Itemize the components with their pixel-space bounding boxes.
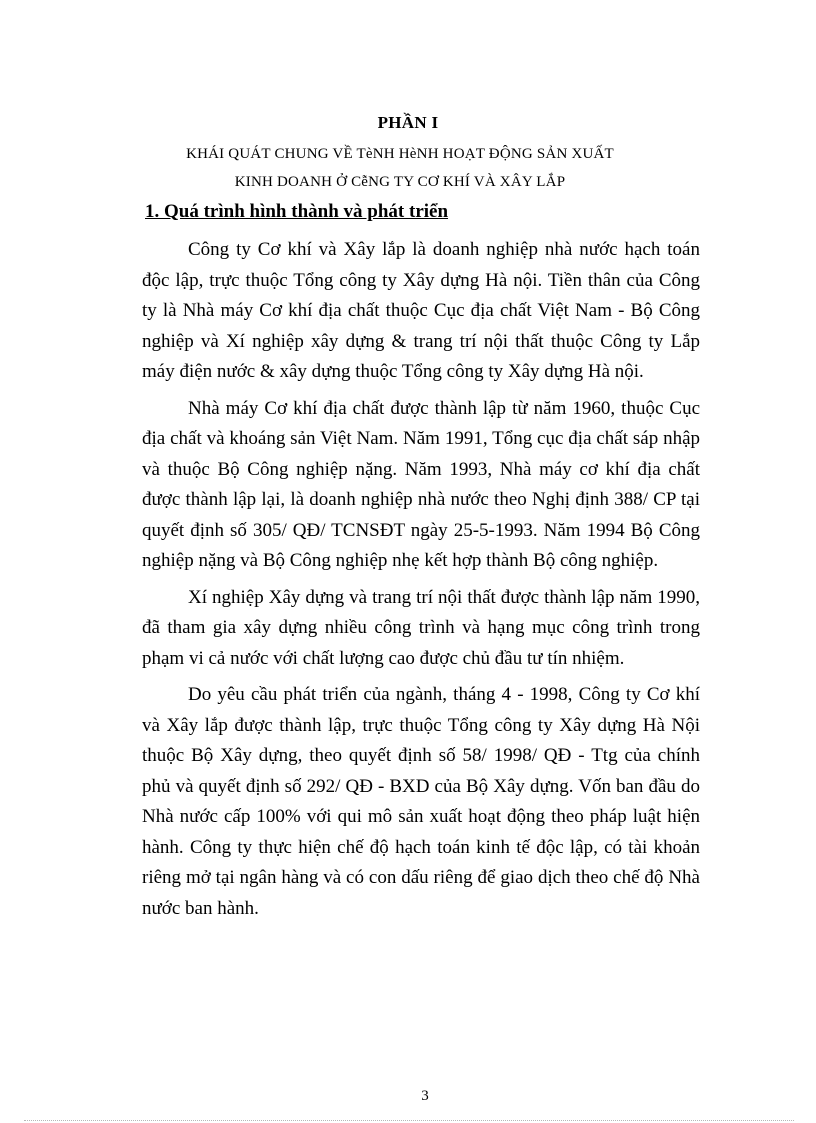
- paragraph-3: Xí nghiệp Xây dựng và trang trí nội thất được thành lập năm 1990, đã tham gia xây dựng nhiều công trình và hạng mục công trình trong phạm vi cả nước với chất lượng cao được chủ đầu tư tín nhiệm.: [142, 586, 700, 669]
- chapter-heading-line-1: KHÁI QUÁT CHUNG VỀ TèNH HèNH HOẠT ĐỘNG SẢN XUẤT: [186, 146, 614, 162]
- section-title: 1. Quá trình hình thành và phát triển: [145, 201, 449, 222]
- page-number: 3: [421, 1088, 429, 1104]
- paragraph-1: Công ty Cơ khí và Xây lắp là doanh nghiệp nhà nước hạch toán độc lập, trực thuộc Tổng công ty Xây dựng Hà nội. Tiền thân của Công ty là Nhà máy Cơ khí địa chất thuộc Cục địa chất Việt Nam - Bộ Công nghiệp và Xí nghiệp xây dựng & trang trí nội thất thuộc Công ty Lắp máy điện nước & xây dựng thuộc Tổng công ty Xây dựng Hà nội.: [142, 239, 700, 382]
- part-title: PHẦN I: [377, 113, 439, 132]
- paragraph-2: Nhà máy Cơ khí địa chất được thành lập từ năm 1960, thuộc Cục địa chất và khoáng sản Việt Nam. Năm 1991, Tổng cục địa chất sáp nhập và thuộc Bộ Công nghiệp nặng. Năm 1993, Nhà máy cơ khí địa chất được thành lập lại, là doanh nghiệp nhà nước theo Nghị định 388/ CP tại quyết định số 305/ QĐ/ TCNSĐT ngày 25-5-1993. Năm 1994 Bộ Công nghiệp nặng và Bộ Công nghiệp nhẹ kết hợp thành Bộ công nghiệp.: [142, 397, 700, 571]
- paragraph-4: Do yêu cầu phát triển của ngành, tháng 4 - 1998, Công ty Cơ khí và Xây lắp được thành lập, trực thuộc Tổng công ty Xây dựng Hà Nội thuộc Bộ Xây dựng, theo quyết định số 58/ 1998/ QĐ - Ttg của chính phủ và quyết định số 292/ QĐ - BXD của Bộ Xây dựng. Vốn ban đầu do Nhà nước cấp 100% với qui mô sản xuất hoạt động theo pháp luật hiện hành. Công ty thực hiện chế độ hạch toán kinh tế độc lập, có tài khoản riêng mở tại ngân hàng và có con dấu riêng để giao dịch theo chế độ Nhà nước ban hành.: [142, 684, 700, 919]
- body-text: [142, 235, 700, 930]
- chapter-heading-line-2: KINH DOANH Ở CễNG TY CƠ KHÍ VÀ XÂY LẮP: [234, 174, 566, 190]
- page-bottom-divider: [24, 1120, 794, 1121]
